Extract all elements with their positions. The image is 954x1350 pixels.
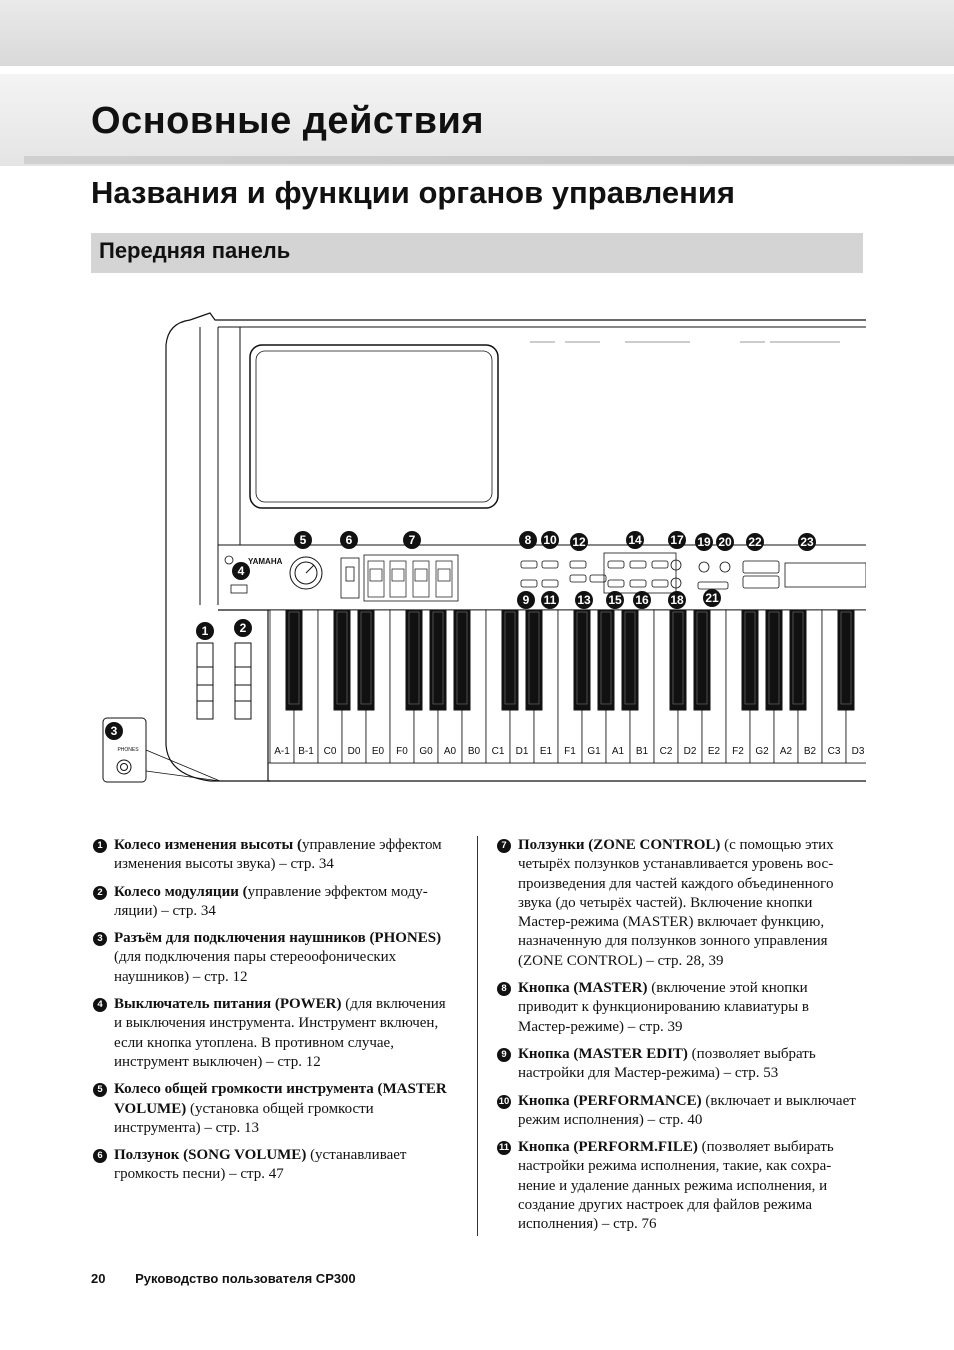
callout-number: 11 (543, 593, 557, 607)
key-note-label: F0 (396, 746, 408, 757)
callout-number: 22 (748, 535, 762, 549)
item-description: (позволяет выбирать настройки режима исполнения, такие, как сохранение и удаление данных режима исполнения, и создание других настроек для файлов режима исполнения) – стр. 76 (518, 1139, 834, 1233)
callout-badge (695, 533, 713, 551)
left-column (93, 836, 453, 1193)
item-number-badge: 8 (497, 982, 511, 996)
callout-number: 17 (670, 533, 684, 547)
item-title: Кнопка (PERFORM.FILE) (518, 1139, 698, 1156)
key-note-label: E1 (539, 746, 553, 757)
description-item (497, 1092, 857, 1131)
subsection-title: Передняя панель (99, 238, 291, 263)
black-key (574, 610, 590, 710)
item-number-badge: 9 (497, 1048, 511, 1062)
callout-number: 19 (697, 535, 711, 549)
chapter-title: Основные действия (91, 100, 485, 142)
callout-number: 21 (705, 591, 719, 605)
item-title: Колесо общей громкости инструмента (MASTER VOLUME) (114, 1081, 447, 1117)
black-key (598, 610, 614, 710)
callout-number: 2 (239, 621, 247, 635)
item-number-badge: 4 (93, 998, 107, 1012)
item-number-badge: 10 (498, 1095, 510, 1107)
item-number-badge: 6 (93, 1149, 107, 1163)
key-note-label: F2 (732, 746, 744, 757)
item-description: управление эффектом модуляции) – стр. 34 (114, 883, 428, 919)
description-item (93, 836, 453, 875)
key-note-label: A1 (611, 746, 625, 757)
callout-number: 12 (572, 535, 586, 549)
callout-number: 5 (299, 533, 307, 547)
right-column (497, 836, 857, 1243)
item-number-badge: 2 (93, 886, 107, 900)
callout-number: 7 (408, 533, 416, 547)
black-key (406, 610, 422, 710)
item-number-badge: 3 (93, 932, 107, 946)
callout-number: 4 (237, 564, 245, 578)
black-key (430, 610, 446, 710)
title-underline (24, 156, 954, 164)
item-description: (включает и выключает режим исполнения) – стр. 40 (518, 1092, 856, 1128)
key-note-label: E2 (707, 746, 721, 757)
item-description: (установка общей громкости инструмента) – стр. 13 (114, 1100, 374, 1136)
black-key (502, 610, 518, 710)
callout-badge (232, 562, 250, 580)
callout-badge (570, 533, 588, 551)
callout-badge (196, 622, 214, 640)
item-number-badge: 5 (93, 1083, 107, 1097)
page-number: 20 (91, 1271, 106, 1286)
item-title: Разъём для подключения наушников (PHONES) (114, 930, 442, 947)
key-note-label: D2 (683, 746, 697, 757)
callout-badge (234, 619, 252, 637)
callout-badge (403, 531, 421, 549)
key-note-label: B1 (635, 746, 649, 757)
item-description: управление эффектом изменения высоты звука) – стр. 34 (114, 837, 442, 873)
callout-number: 1 (201, 624, 209, 638)
callout-badge (575, 591, 593, 609)
key-note-label: D0 (347, 746, 361, 757)
black-key (766, 610, 782, 710)
description-item (497, 1045, 857, 1084)
svg-text:YAMAHA: YAMAHA (248, 557, 283, 566)
callout-number: 18 (670, 593, 684, 607)
description-item (497, 1138, 857, 1234)
header-band (0, 0, 954, 66)
black-key (526, 610, 542, 710)
key-note-label: A2 (779, 746, 793, 757)
callout-number: 16 (635, 593, 649, 607)
front-panel-diagram (100, 305, 866, 795)
callout-number: 3 (110, 724, 118, 738)
item-description: (устанавливает громкость песни) – стр. 47 (114, 1147, 407, 1183)
callout-badge (746, 533, 764, 551)
key-note-label: B2 (803, 746, 817, 757)
item-title: Ползунки (ZONE CONTROL) (518, 837, 721, 853)
key-note-label: E0 (371, 746, 385, 757)
item-title: Выключатель питания (POWER) (114, 996, 342, 1013)
svg-text:PHONES: PHONES (117, 747, 139, 753)
item-description: (позволяет выбрать настройки для Мастер-режима) – стр. 53 (518, 1045, 816, 1082)
key-note-label: B0 (467, 746, 481, 757)
callout-badge (668, 531, 686, 549)
key-note-label: G0 (419, 746, 433, 757)
item-description: (с помощью этих четырёх ползунков устанавливается уровень воспроизведения для частей каждого объединенного звука (до четырёх частей). Включение кнопки Мастер-режима (MASTER) включает функцию, назначенную для ползунков зонного управления (ZONE CONTROL) – стр. 28, 39 (518, 837, 834, 969)
callout-number: 15 (608, 593, 622, 607)
description-item (93, 929, 453, 987)
description-item (93, 883, 453, 922)
callout-badge (105, 722, 123, 740)
item-description: (для включения и выключения инструмента. Инструмент включен, если кнопка утоплена. В противном случае, инструмент выключен) – стр. 12 (114, 996, 446, 1070)
callout-number: 6 (345, 533, 353, 547)
callout-badge (517, 591, 535, 609)
callout-badge (798, 533, 816, 551)
item-number-badge: 1 (93, 839, 107, 853)
callout-number: 13 (577, 593, 591, 607)
description-item (93, 995, 453, 1072)
callout-badge (668, 591, 686, 609)
black-key (790, 610, 806, 710)
item-title: Колесо изменения высоты ( (114, 837, 302, 853)
item-number-badge: 11 (498, 1142, 510, 1154)
callout-badge (703, 589, 721, 607)
callout-number: 20 (718, 535, 732, 549)
description-item (497, 979, 857, 1037)
key-note-label: F1 (564, 746, 576, 757)
key-note-label: B-1 (298, 746, 314, 757)
black-key (622, 610, 638, 710)
item-title: Ползунок (SONG VOLUME) (114, 1147, 307, 1164)
item-title: Колесо модуляции ( (114, 883, 248, 900)
callout-badge (294, 531, 312, 549)
callout-badge (716, 533, 734, 551)
callout-badge (519, 531, 537, 549)
description-item (497, 836, 857, 971)
callout-number: 10 (543, 533, 557, 547)
callout-number: 14 (628, 533, 642, 547)
black-key (454, 610, 470, 710)
callout-badge (606, 591, 624, 609)
key-note-label: G1 (587, 746, 601, 757)
black-key (286, 610, 302, 710)
black-key (670, 610, 686, 710)
key-note-label: G2 (755, 746, 769, 757)
black-key (694, 610, 710, 710)
black-key (838, 610, 854, 710)
key-note-label: C2 (659, 746, 673, 757)
key-note-label: C1 (491, 746, 505, 757)
callout-badge (541, 591, 559, 609)
item-description: (для подключения пары стереоофонических наушников) – стр. 12 (114, 949, 397, 985)
key-note-label: A-1 (274, 746, 290, 757)
item-title: Кнопка (MASTER EDIT) (518, 1045, 688, 1062)
description-item (93, 1146, 453, 1185)
manual-title: Руководство пользователя CP300 (135, 1271, 356, 1286)
callout-number: 8 (524, 533, 532, 547)
key-note-label: A0 (443, 746, 457, 757)
callout-badge (541, 531, 559, 549)
description-item (93, 1080, 453, 1138)
item-description: (включение этой кнопки приводит к функционированию клавиатуры в Мастер-режиме) – стр. 39 (518, 980, 810, 1035)
page-footer (91, 1271, 356, 1286)
key-note-label: D1 (515, 746, 529, 757)
black-key (742, 610, 758, 710)
section-title: Названия и функции органов управления (91, 175, 735, 210)
item-title: Кнопка (MASTER) (518, 980, 648, 997)
black-key (334, 610, 350, 710)
key-note-label: C3 (827, 746, 841, 757)
callout-number: 23 (800, 535, 814, 549)
item-number-badge: 7 (497, 839, 511, 853)
item-title: Кнопка (PERFORMANCE) (518, 1092, 702, 1109)
callout-badge (633, 591, 651, 609)
callout-badge (340, 531, 358, 549)
callout-number: 9 (522, 593, 530, 607)
column-divider (477, 836, 478, 1236)
black-key (358, 610, 374, 710)
key-note-label: D3 (851, 746, 865, 757)
key-note-label: C0 (323, 746, 337, 757)
callout-badge (626, 531, 644, 549)
